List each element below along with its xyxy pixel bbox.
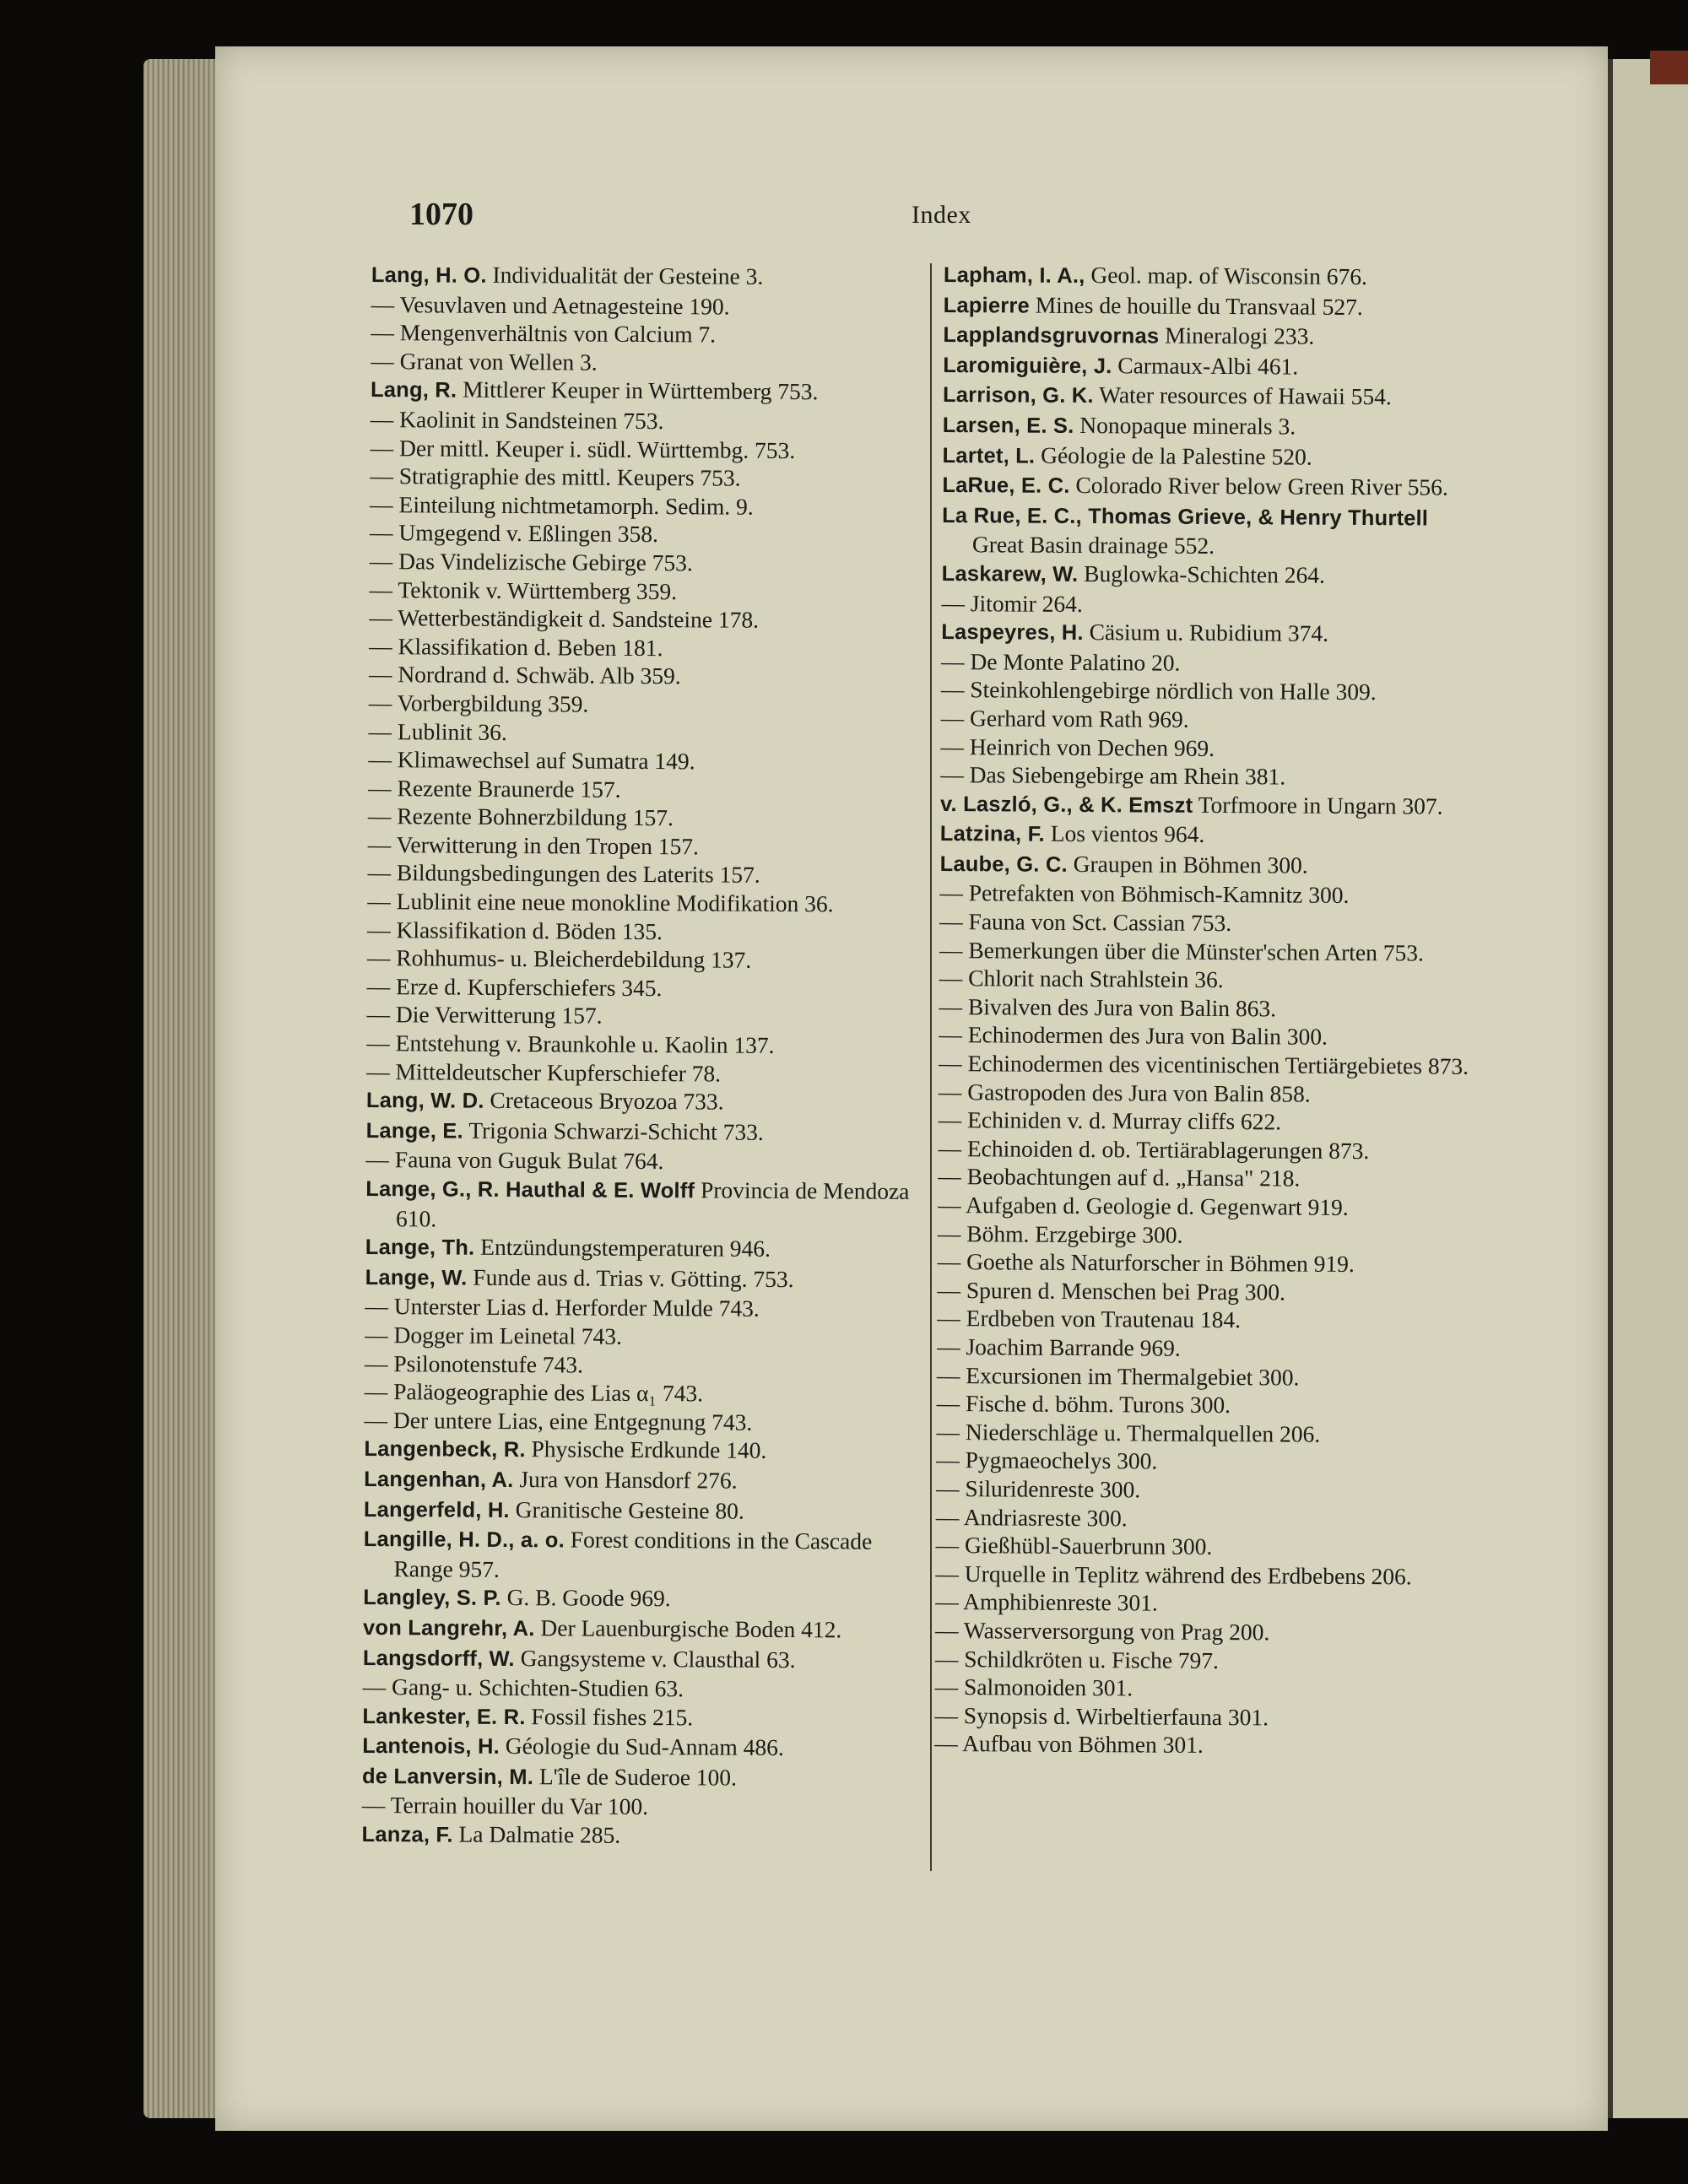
entry-text: — Urquelle in Teplitz während des Erdbebens 206.	[935, 1560, 1412, 1590]
entry-text: — Verwitterung in den Tropen 157.	[367, 830, 699, 860]
index-entry	[943, 350, 1480, 383]
entry-text: Geol. map. of Wisconsin 676.	[1090, 262, 1368, 290]
index-entry	[939, 1078, 1475, 1109]
index-entry	[368, 745, 918, 777]
entry-author: Lange, G., R. Hauthal & E. Wolff	[365, 1176, 695, 1203]
index-entry	[941, 704, 1478, 735]
index-entry	[936, 1418, 1473, 1449]
entry-text: — Dogger im Leinetal 743.	[365, 1321, 623, 1349]
entry-text: — Fische d. böhm. Turons 300.	[936, 1390, 1231, 1419]
entry-author: Langenbeck, R.	[364, 1437, 526, 1462]
entry-text: Trigonia Schwarzi-Schicht 733.	[468, 1116, 764, 1145]
index-entry	[940, 849, 1477, 882]
index-entry	[937, 1304, 1474, 1335]
entry-author: Larsen, E. S.	[942, 413, 1074, 438]
entry-author: La Rue, E. C., Thomas Grieve, & Henry Thurtell	[942, 503, 1429, 531]
entry-text: — Vesuvlaven und Aetnagesteine 190.	[371, 290, 730, 320]
entry-text: — Echinoiden d. ob. Tertiärablagerungen 873.	[938, 1134, 1370, 1164]
index-entry	[939, 1106, 1475, 1137]
entry-text: — Rezente Bohnerzbildung 157.	[367, 803, 674, 831]
entry-text: — Mitteldeutscher Kupferschiefer 78.	[366, 1057, 722, 1087]
entry-text: Graupen in Böhmen 300.	[1073, 850, 1308, 878]
entry-text: G. B. Goode 969.	[506, 1584, 671, 1612]
entry-text: Granitische Gesteine 80.	[515, 1495, 744, 1524]
index-entry	[939, 907, 1476, 938]
entry-text: — Echinodermen des vicentinischen Tertiärgebietes 873.	[939, 1050, 1469, 1079]
entry-text: — Joachim Barrande 969.	[937, 1333, 1181, 1361]
entry-author: Lange, W.	[365, 1265, 468, 1290]
entry-author: von Langrehr, A.	[363, 1615, 535, 1641]
entry-text: — Chlorit nach Strahlstein 36.	[939, 965, 1224, 993]
index-entry	[936, 1446, 1473, 1477]
column-divider	[930, 263, 932, 1871]
entry-text: — Tektonik v. Württemberg 359.	[369, 576, 678, 604]
index-entry	[941, 589, 1478, 620]
entry-text: — Amphibienreste 301.	[935, 1588, 1158, 1616]
entry-author: Lang, H. O.	[371, 262, 487, 288]
index-entry	[366, 1116, 917, 1149]
entry-text: — Böhm. Erzgebirge 300.	[937, 1219, 1183, 1248]
entry-text: — Bivalven des Jura von Balin 863.	[939, 992, 1277, 1022]
index-entry	[363, 1613, 913, 1646]
entry-text: — Niederschläge u. Thermalquellen 206.	[936, 1418, 1321, 1447]
entry-author: Lartet, L.	[942, 443, 1036, 468]
index-entry	[367, 916, 917, 948]
index-entry	[368, 774, 918, 806]
entry-author: v. Laszló, G., & K. Emszt	[939, 792, 1193, 818]
entry-text: Jura von Hansdorf 276.	[519, 1466, 738, 1494]
entry-text: — Lublinit 36.	[368, 717, 507, 745]
index-entry	[371, 318, 921, 350]
index-entry	[363, 1642, 913, 1676]
entry-text: — Die Verwitterung 157.	[366, 1001, 603, 1030]
entry-text: — Nordrand d. Schwäb. Alb 359.	[368, 661, 681, 689]
entry-author: Lang, W. D.	[365, 1089, 484, 1114]
entry-text: La Dalmatie 285.	[458, 1820, 621, 1848]
index-entry	[368, 830, 918, 862]
index-column-left	[361, 260, 921, 1853]
entry-text: — Beobachtungen auf d. „Hansa" 218.	[938, 1163, 1301, 1192]
index-entry	[371, 290, 922, 322]
index-entry	[366, 1029, 917, 1061]
index-entry	[937, 1276, 1474, 1307]
entry-text: — Bemerkungen über die Münster'schen Arten 753.	[939, 936, 1425, 966]
entry-text: — Excursionen im Thermalgebiet 300.	[936, 1361, 1300, 1391]
entry-text: Cäsium u. Rubidium 374.	[1089, 619, 1329, 646]
entry-text: Der Lauenburgische Boden 412.	[540, 1614, 842, 1643]
index-entry	[935, 1616, 1472, 1647]
entry-text: — Fauna von Sct. Cassian 753.	[939, 908, 1232, 937]
entry-text: — Synopsis d. Wirbeltierfauna 301.	[934, 1701, 1269, 1731]
entry-text: — Wetterbeständigkeit d. Sandsteine 178.	[369, 604, 760, 633]
entry-author: Langley, S. P.	[363, 1586, 501, 1611]
entry-text: Gangsysteme v. Clausthal 63.	[520, 1644, 796, 1673]
entry-author: Langille, H. D., a. o.	[363, 1527, 565, 1553]
index-entry	[939, 992, 1475, 1024]
index-entry	[941, 647, 1478, 678]
entry-text: — Rohhumus- u. Bleicherdebildung 137.	[366, 944, 752, 974]
entry-author: de Lanversin, M.	[361, 1764, 534, 1790]
index-entry	[362, 1791, 912, 1823]
page-header	[409, 196, 1422, 238]
index-entry	[365, 1349, 915, 1381]
index-entry	[365, 1232, 916, 1266]
index-entry	[943, 410, 1480, 443]
page-number: 1070	[409, 197, 473, 232]
entry-text: Cretaceous Bryozoa 733.	[490, 1087, 724, 1115]
index-entry	[365, 1145, 916, 1177]
index-entry	[935, 1673, 1472, 1704]
index-entry	[938, 1162, 1474, 1193]
index-entry	[940, 789, 1477, 822]
entry-author: Larrison, G. K.	[942, 383, 1094, 408]
index-entry	[939, 1049, 1475, 1080]
index-entry	[365, 1292, 915, 1324]
entry-text: — Gastropoden des Jura von Balin 858.	[938, 1078, 1311, 1107]
index-entry	[363, 1582, 913, 1616]
entry-text: — Einteilung nichtmetamorph. Sedim. 9.	[370, 490, 754, 520]
index-entry	[937, 1389, 1474, 1420]
index-entry	[364, 1434, 914, 1468]
index-entry	[362, 1701, 912, 1735]
entry-text: — Granat von Wellen 3.	[371, 347, 598, 376]
entry-text: Mittlerer Keuper in Württemberg 753.	[463, 376, 819, 405]
entry-text: — Vorbergbildung 359.	[368, 689, 589, 717]
entry-author: Laspeyres, H.	[941, 620, 1084, 646]
entry-text: — Aufbau von Böhmen 301.	[934, 1730, 1204, 1759]
index-entry	[939, 936, 1476, 967]
entry-text: — Klassifikation d. Böden 135.	[367, 916, 663, 944]
entry-text: — Pygmaeochelys 300.	[936, 1446, 1158, 1474]
entry-text: Mines de houille du Transvaal 527.	[1035, 291, 1363, 320]
index-entry	[943, 380, 1480, 413]
entry-author: Laube, G. C.	[939, 851, 1068, 877]
entry-text: Forest conditions in the Cascade Range 957.	[393, 1526, 873, 1582]
index-entry	[368, 716, 918, 749]
entry-text: Provincia de Mendoza 610.	[395, 1176, 910, 1232]
entry-text: Great Basin drainage 552.	[971, 531, 1215, 560]
entry-text: — Gerhard vom Rath 969.	[940, 704, 1189, 733]
entry-text: — Goethe als Naturforscher in Böhmen 919.	[937, 1248, 1355, 1278]
entry-text: — Klimawechsel auf Sumatra 149.	[368, 746, 695, 775]
index-entry	[366, 1085, 917, 1119]
entry-text: Géologie du Sud-Annam 486.	[505, 1733, 784, 1761]
entry-text: — Bildungsbedingungen des Laterits 157.	[367, 859, 760, 889]
entry-author: Laskarew, W.	[941, 561, 1079, 587]
entry-text: — Heinrich von Dechen 969.	[940, 733, 1215, 761]
entry-text: — Andriasreste 300.	[935, 1503, 1128, 1531]
entry-text: Water resources of Hawaii 554.	[1099, 381, 1392, 410]
entry-text: — Paläogeographie des Lias α₁ 743.	[364, 1378, 704, 1407]
index-entry	[935, 1587, 1472, 1619]
index-entry	[934, 1729, 1471, 1760]
index-entry	[361, 1819, 912, 1853]
entry-author: Lantenois, H.	[362, 1734, 500, 1760]
index-entry	[936, 1503, 1473, 1534]
index-entry	[940, 819, 1477, 851]
entry-text: — Entstehung v. Braunkohle u. Kaolin 137.	[366, 1030, 775, 1058]
index-entry	[938, 1219, 1474, 1251]
index-entry	[362, 1761, 912, 1795]
index-entry	[364, 1495, 914, 1528]
entry-text: — Terrain houiller du Var 100.	[361, 1792, 649, 1820]
index-entry	[944, 290, 1480, 323]
index-entry	[937, 1361, 1474, 1392]
index-entry	[940, 760, 1477, 792]
entry-author: LaRue, E. C.	[942, 473, 1070, 499]
index-column-right	[934, 260, 1480, 1761]
entry-text: — Das Vindelizische Gebirge 753.	[369, 547, 693, 576]
index-entry	[365, 1174, 916, 1235]
entry-text: — Der mittl. Keuper i. südl. Württembg. 753.	[370, 434, 796, 463]
entry-author: Lankester, E. R.	[362, 1704, 526, 1729]
entry-text: — Klassifikation d. Beben 181.	[369, 632, 663, 661]
index-entry	[369, 660, 919, 692]
entry-text: — Stratigraphie des mittl. Keupers 753.	[370, 462, 741, 491]
index-entry	[941, 675, 1478, 706]
entry-text: — Petrefakten von Böhmisch-Kamnitz 300.	[939, 879, 1350, 909]
index-entry	[942, 441, 1479, 473]
index-entry	[939, 964, 1476, 995]
index-entry	[365, 1377, 915, 1409]
entry-text: Entzündungstemperaturen 946.	[480, 1233, 771, 1262]
index-entry	[371, 260, 922, 294]
index-entry	[367, 887, 917, 919]
index-entry	[363, 1673, 913, 1705]
entry-author: Lange, E.	[365, 1118, 463, 1143]
index-entry	[371, 347, 921, 379]
bookmark-tab	[1650, 51, 1688, 84]
index-entry	[367, 858, 917, 890]
entry-text: Nonopaque minerals 3.	[1079, 411, 1296, 440]
entry-text: Individualität der Gesteine 3.	[492, 261, 764, 289]
entry-author: Laromiguière, J.	[943, 353, 1112, 379]
entry-text: Physische Erdkunde 140.	[531, 1435, 767, 1464]
index-entry	[368, 802, 918, 834]
entry-text: Los vientos 964.	[1050, 820, 1205, 848]
index-entry	[944, 260, 1480, 293]
entry-text: — Gang- u. Schichten-Studien 63.	[362, 1673, 684, 1702]
index-entry	[370, 576, 920, 608]
index-entry	[362, 1731, 912, 1765]
index-entry	[938, 1134, 1474, 1165]
index-entry	[936, 1531, 1473, 1562]
index-entry	[934, 1701, 1471, 1733]
index-entry	[370, 547, 920, 579]
entry-author: Lapham, I. A.,	[943, 262, 1085, 289]
entry-text: Géologie de la Palestine 520.	[1041, 441, 1312, 470]
entry-text: Fossil fishes 215.	[531, 1702, 694, 1731]
entry-text: — Echinodermen des Jura von Balin 300.	[939, 1021, 1328, 1051]
entry-text: Colorado River below Green River 556.	[1075, 472, 1448, 500]
entry-text: — Gießhübl-Sauerbrunn 300.	[935, 1532, 1213, 1560]
entry-author: Langerfeld, H.	[363, 1497, 510, 1522]
entry-author: Langsdorff, W.	[362, 1646, 515, 1671]
index-entry	[939, 1020, 1475, 1051]
entry-text: — Kaolinit in Sandsteinen 753.	[370, 405, 664, 435]
index-entry	[941, 617, 1478, 650]
entry-text: — Fauna von Guguk Bulat 764.	[365, 1146, 664, 1175]
running-head: Index	[912, 201, 971, 229]
index-entry	[943, 320, 1480, 353]
index-entry	[371, 375, 921, 408]
entry-text: Mineralogi 233.	[1165, 322, 1315, 349]
index-entry	[365, 1262, 916, 1296]
entry-text: Carmaux-Albi 461.	[1117, 352, 1299, 380]
index-entry	[935, 1560, 1472, 1591]
index-entry	[369, 603, 919, 635]
entry-text: — Lublinit eine neue monokline Modifikation 36.	[367, 888, 834, 917]
index-entry	[364, 1464, 914, 1498]
entry-text: Funde aus d. Trias v. Götting. 753.	[473, 1263, 794, 1292]
index-entry	[363, 1524, 913, 1586]
entry-author: Lange, Th.	[365, 1235, 475, 1260]
entry-author: Lapplandsgruvornas	[943, 323, 1160, 349]
index-entry	[942, 470, 1479, 503]
entry-text: L'île de Suderoe 100.	[538, 1763, 738, 1791]
index-entry	[367, 943, 917, 976]
index-entry	[370, 518, 920, 550]
entry-text: — Rezente Braunerde 157.	[368, 774, 621, 803]
entry-text: — Schildkröten u. Fische 797.	[934, 1645, 1220, 1673]
entry-text: — Unterster Lias d. Herforder Mulde 743.	[365, 1293, 760, 1322]
entry-text: — Wasserversorgung von Prag 200.	[934, 1616, 1270, 1646]
index-entry	[937, 1333, 1474, 1364]
index-entry	[936, 1474, 1473, 1506]
entry-text: — Mengenverhältnis von Calcium 7.	[371, 319, 717, 348]
entry-text: — Umgegend v. Eßlingen 358.	[369, 519, 659, 548]
entry-text: — Psilonotenstufe 743.	[364, 1349, 584, 1378]
index-entry	[370, 462, 920, 494]
entry-text: — De Monte Palatino 20.	[941, 647, 1181, 676]
entry-text: — Steinkohlengebirge nördlich von Halle 309.	[940, 676, 1377, 705]
index-entry	[366, 1057, 917, 1089]
index-entry	[365, 1406, 915, 1438]
entry-text: Torfmoore in Ungarn 307.	[1198, 791, 1443, 819]
index-entry	[940, 732, 1477, 763]
index-entry	[371, 434, 921, 466]
entry-text: — Spuren d. Menschen bei Prag 300.	[937, 1276, 1286, 1306]
facing-page-edge	[1608, 59, 1688, 2118]
index-entry	[938, 1191, 1474, 1222]
index-entry	[369, 689, 919, 721]
entry-text: — Echiniden v. d. Murray cliffs 622.	[938, 1106, 1282, 1135]
entry-text: — Aufgaben d. Geologie d. Gegenwart 919.	[938, 1191, 1349, 1220]
index-entry	[942, 559, 1479, 592]
index-entry	[365, 1321, 915, 1353]
index-entry	[367, 972, 917, 1004]
entry-text: — Erze d. Kupferschiefers 345.	[366, 972, 663, 1001]
entry-author: Lang, R.	[370, 378, 457, 403]
entry-text: Buglowka-Schichten 264.	[1084, 560, 1325, 588]
index-entry	[942, 500, 1479, 562]
index-entry	[938, 1247, 1474, 1279]
entry-author: Lapierre	[943, 293, 1030, 318]
index-entry	[935, 1644, 1472, 1675]
entry-author: Lanza, F.	[361, 1823, 453, 1847]
entry-text: — Siluridenreste 300.	[936, 1474, 1141, 1503]
entry-text: — Das Siebengebirge am Rhein 381.	[940, 761, 1286, 790]
index-entry	[939, 878, 1476, 910]
entry-text: — Erdbeben von Trautenau 184.	[937, 1305, 1242, 1333]
entry-author: Latzina, F.	[939, 822, 1045, 847]
entry-text: — Der untere Lias, eine Entgegnung 743.	[364, 1406, 753, 1435]
entry-text: — Jitomir 264.	[941, 589, 1083, 617]
index-entry	[370, 490, 920, 522]
index-entry	[366, 1000, 917, 1032]
entry-text: — Salmonoiden 301.	[934, 1673, 1133, 1701]
index-entry	[369, 632, 919, 664]
index-entry	[371, 405, 921, 437]
entry-author: Langenhan, A.	[364, 1467, 514, 1492]
